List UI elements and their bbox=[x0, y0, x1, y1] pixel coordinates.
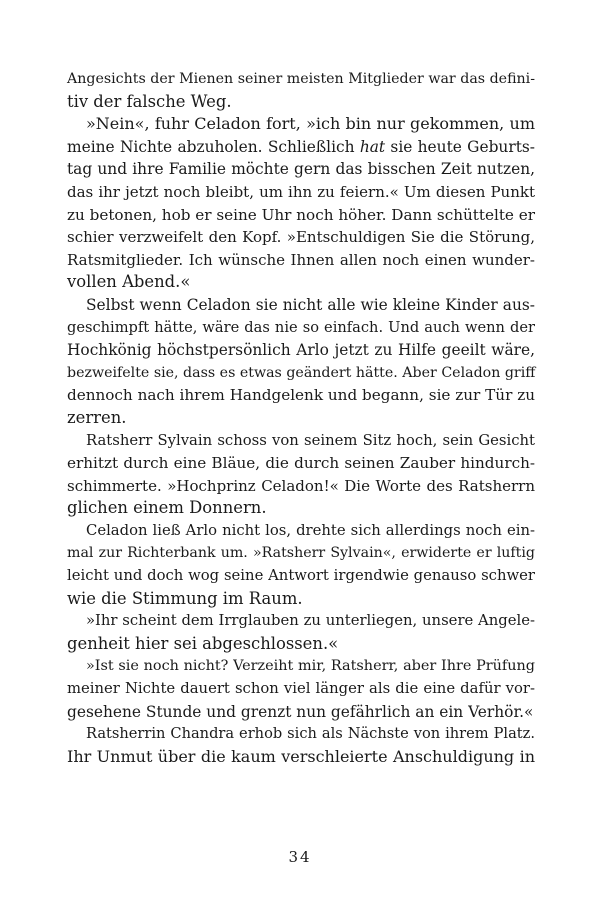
text-line: »Ist sie noch nicht? Verzeiht mir, Ratsherr, aber Ihre Prüfung bbox=[86, 658, 535, 675]
text-line: Ihr Unmut über die kaum verschleierte Anschuldigung in bbox=[67, 746, 535, 766]
text-line: erhitzt durch eine Bläue, die durch seinen Zauber hindurch- bbox=[67, 454, 535, 473]
text-line: genheit hier sei abgeschlossen.« bbox=[67, 633, 339, 653]
paragraph bbox=[67, 520, 535, 610]
text-line: vollen Abend.« bbox=[67, 272, 191, 292]
paragraph bbox=[67, 723, 535, 768]
text-line: gesehene Stunde und grenzt nun gefährlich an ein Verhör.« bbox=[67, 702, 534, 721]
paragraph bbox=[67, 610, 535, 655]
text-line: tag und ihre Familie möchte gern das bisschen Zeit nutzen, bbox=[67, 160, 535, 179]
text-line: schimmerte. »Hochprinz Celadon!« Die Worte des Ratsherrn bbox=[67, 476, 535, 495]
text-line: Selbst wenn Celadon sie nicht alle wie kleine Kinder aus- bbox=[86, 295, 535, 314]
body-text bbox=[67, 68, 535, 768]
text-line: leicht und doch wog seine Antwort irgendwie genauso schwer bbox=[67, 567, 535, 585]
paragraph bbox=[67, 655, 535, 723]
text-line: geschimpft hätte, wäre das nie so einfach. Und auch wenn der bbox=[67, 318, 535, 336]
text-line: »Ihr scheint dem Irrglauben zu unterliegen, unsere Angele- bbox=[86, 612, 535, 630]
text-line: glichen einem Donnern. bbox=[67, 498, 267, 518]
paragraph bbox=[67, 113, 535, 294]
text-line: Hochkönig höchstpersönlich Arlo jetzt zu Hilfe geeilt wäre, bbox=[67, 341, 535, 360]
text-line: dennoch nach ihrem Handgelenk und begann, sie zur Tür zu bbox=[67, 386, 535, 405]
emphasis: hat bbox=[359, 137, 386, 156]
paragraph bbox=[67, 430, 535, 520]
text-line: mal zur Richterbank um. »Ratsherr Sylvain«, erwiderte er luftig bbox=[67, 545, 535, 562]
text-line: Ratsherrin Chandra erhob sich als Nächste von ihrem Platz. bbox=[86, 725, 535, 743]
page-number: 34 bbox=[288, 848, 312, 866]
paragraph bbox=[67, 68, 535, 113]
text-line: wie die Stimmung im Raum. bbox=[67, 588, 303, 608]
text-line: zerren. bbox=[67, 407, 127, 427]
text-line: Ratsherr Sylvain schoss von seinem Sitz hoch, sein Gesicht bbox=[86, 431, 535, 449]
text-line: das ihr jetzt noch bleibt, um ihn zu feiern.« Um diesen Punkt bbox=[67, 182, 535, 201]
text-line: Celadon ließ Arlo nicht los, drehte sich allerdings noch ein- bbox=[86, 521, 535, 539]
text-line-with-emphasis bbox=[67, 136, 535, 159]
text-segment: sie heute Geburts- bbox=[385, 137, 535, 156]
text-line: Angesichts der Mienen seiner meisten Mitglieder war das defini- bbox=[67, 71, 535, 87]
text-line: »Nein«, fuhr Celadon fort, »ich bin nur gekommen, um bbox=[86, 114, 535, 134]
text-line: bezweifelte sie, dass es etwas geändert hätte. Aber Celadon griff bbox=[67, 364, 536, 381]
text-segment: meine Nichte abzuholen. Schließlich bbox=[67, 137, 360, 156]
text-line: schier verzweifelt den Kopf. »Entschuldigen Sie die Störung, bbox=[67, 228, 535, 247]
text-line: tiv der falsche Weg. bbox=[67, 91, 232, 111]
text-line: meiner Nichte dauert schon viel länger als die eine dafür vor- bbox=[67, 680, 535, 698]
text-line: zu betonen, hob er seine Uhr noch höher. Dann schüttelte er bbox=[67, 205, 535, 224]
paragraph bbox=[67, 294, 535, 430]
text-line: Ratsmitglieder. Ich wünsche Ihnen allen noch einen wunder- bbox=[67, 250, 535, 269]
